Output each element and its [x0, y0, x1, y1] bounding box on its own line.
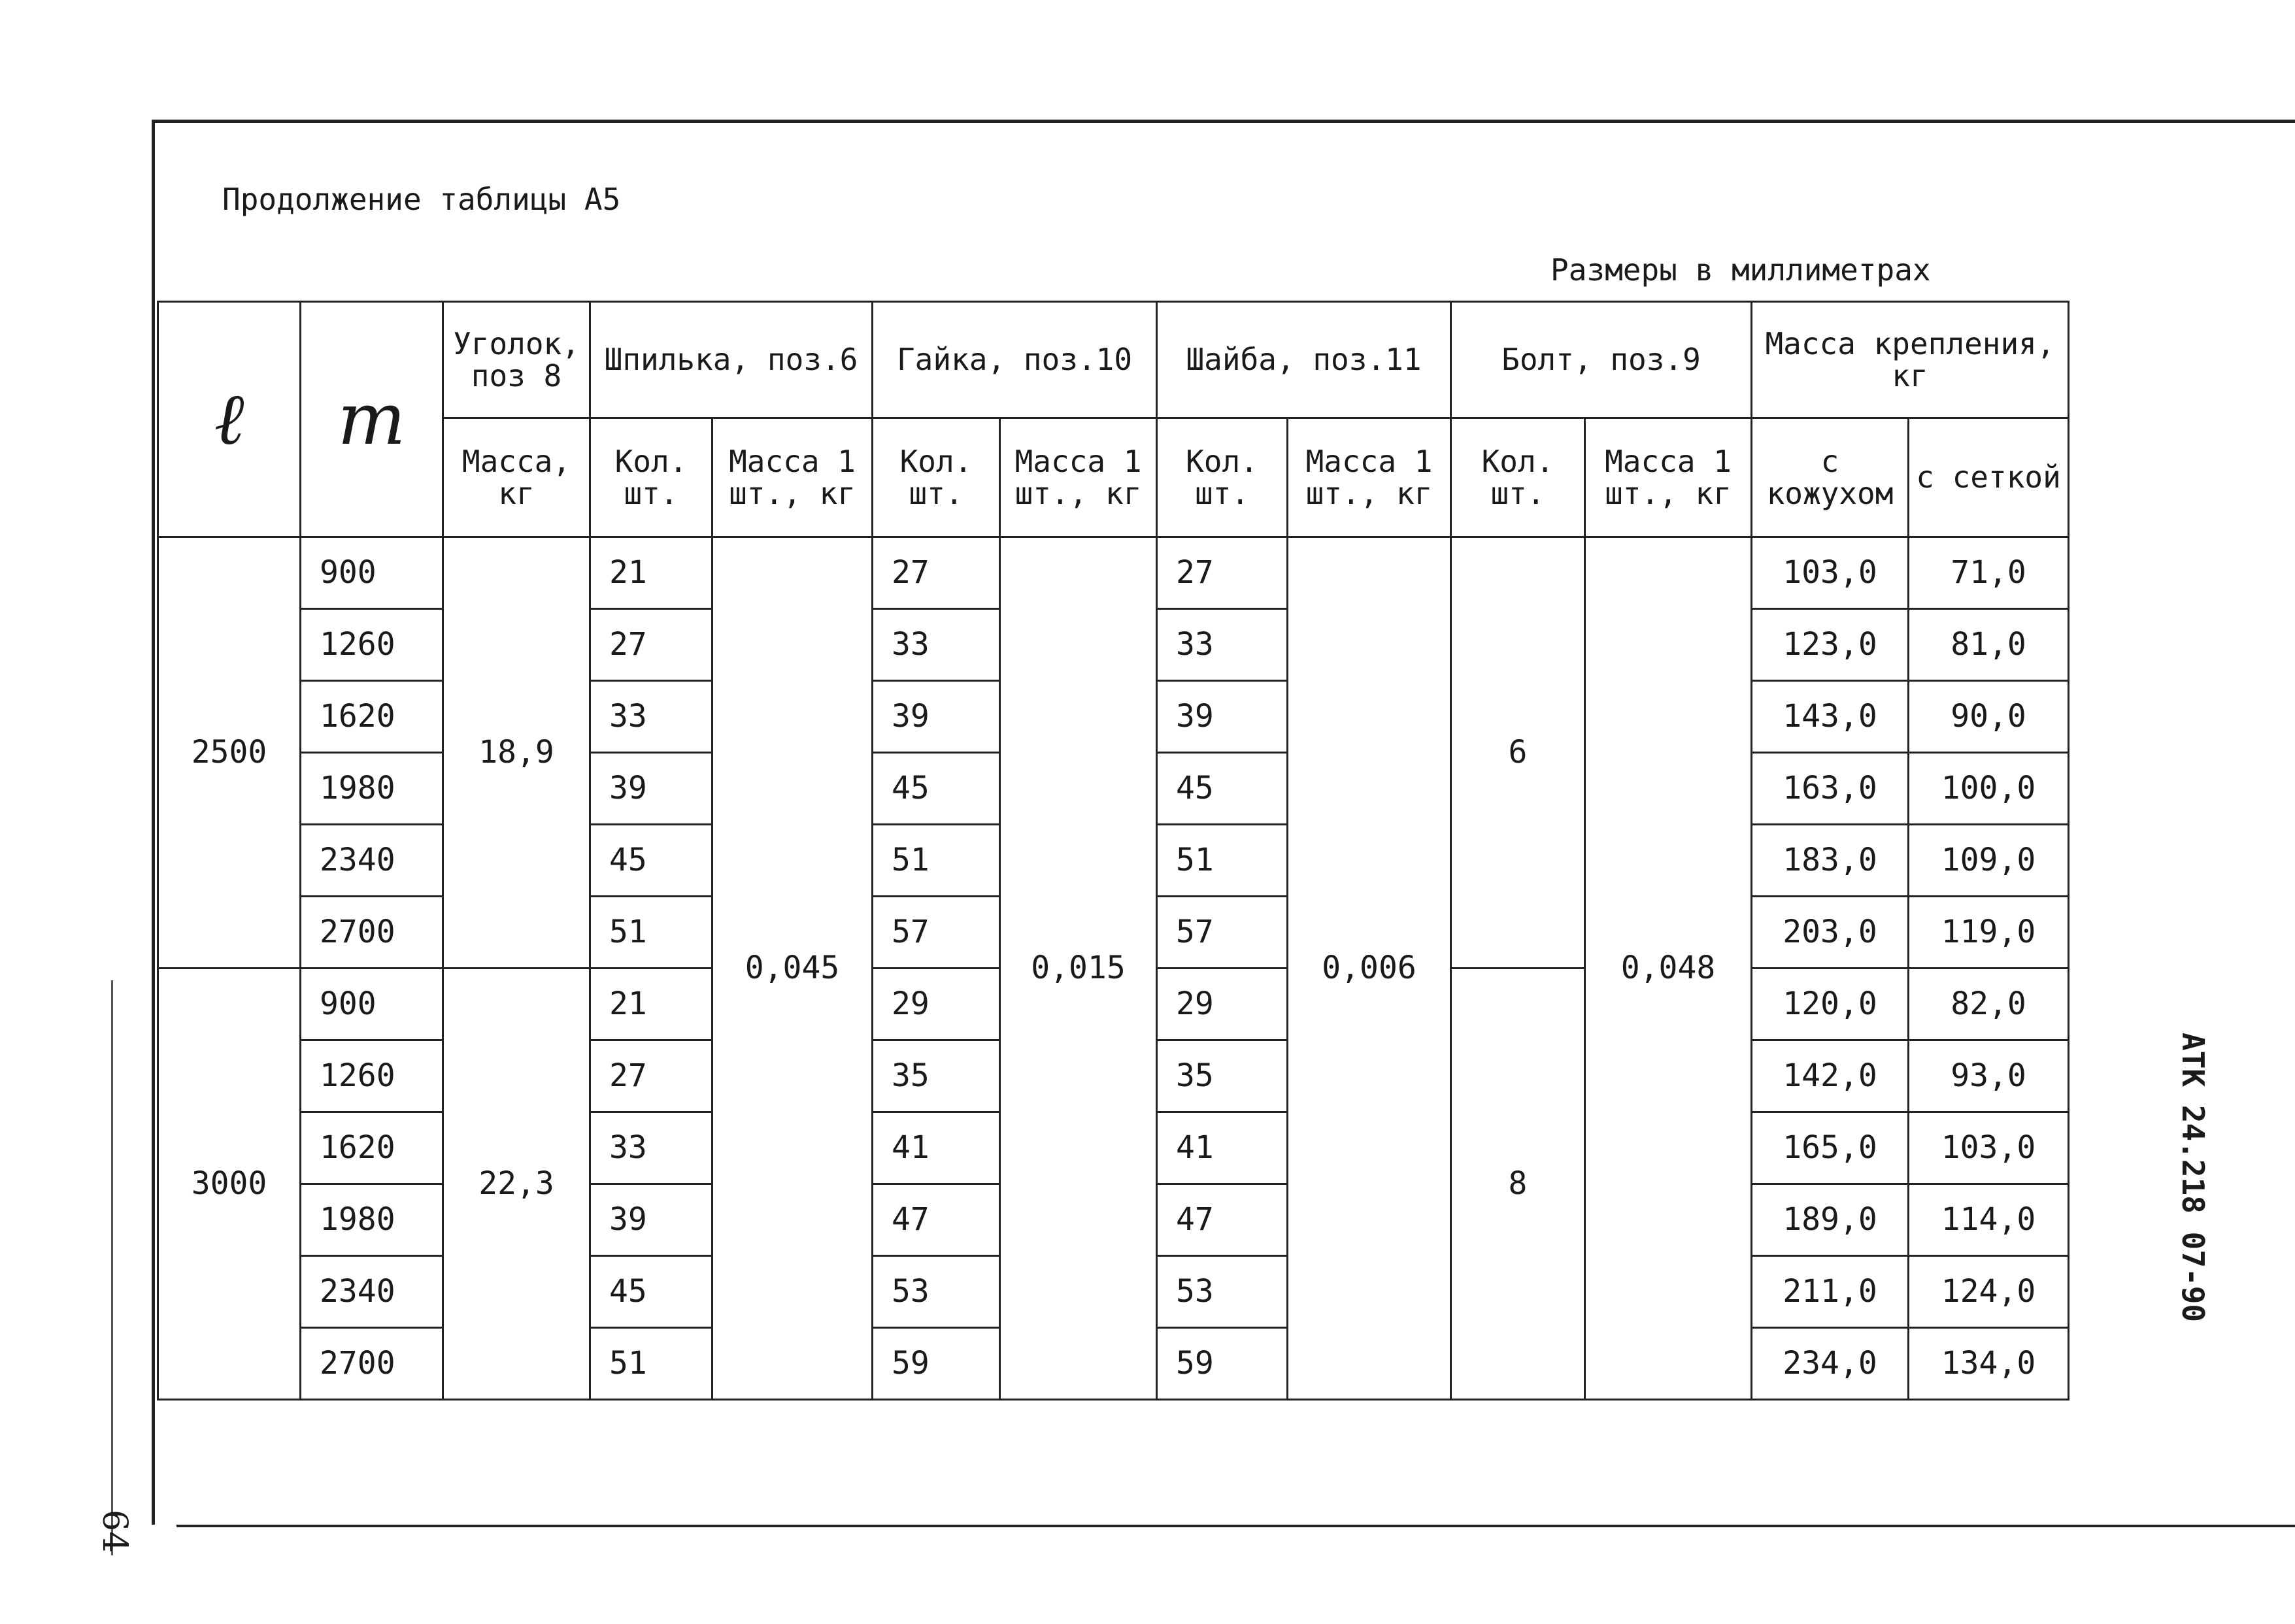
header-shpilka-kol: Кол. шт.	[590, 418, 712, 537]
table-caption: Продолжение таблицы А5	[222, 182, 621, 217]
cell-shpilka-kol: 51	[590, 897, 712, 969]
cell-m: 2700	[301, 897, 443, 969]
cell-shpilka-kol: 27	[590, 609, 712, 681]
cell-s-setkoi: 100,0	[1909, 753, 2069, 825]
cell-gaika-kol: 57	[873, 897, 1000, 969]
cell-m: 1980	[301, 1184, 443, 1256]
cell-shaiba-kol: 39	[1157, 681, 1288, 753]
cell-s-setkoi: 119,0	[1909, 897, 2069, 969]
cell-s-kozhukhom: 142,0	[1752, 1040, 1909, 1112]
cell-shaiba-kol: 29	[1157, 969, 1288, 1040]
cell-m: 1260	[301, 1040, 443, 1112]
header-s-setkoi: с сеткой	[1909, 418, 2069, 537]
cell-shaiba-kol: 47	[1157, 1184, 1288, 1256]
header-gaika: Гайка, поз.10	[873, 302, 1157, 418]
cell-shaiba-kol: 57	[1157, 897, 1288, 969]
cell-s-setkoi: 114,0	[1909, 1184, 2069, 1256]
cell-s-kozhukhom: 211,0	[1752, 1256, 1909, 1328]
cell-gaika-kol: 35	[873, 1040, 1000, 1112]
cell-m: 1620	[301, 681, 443, 753]
header-ugolok-mass: Масса, кг	[443, 418, 590, 537]
units-note: Размеры в миллиметрах	[1550, 252, 1931, 288]
header-gaika-mass: Масса 1 шт., кг	[1000, 418, 1157, 537]
header-bolt-mass: Масса 1 шт., кг	[1585, 418, 1752, 537]
cell-gaika-kol: 45	[873, 753, 1000, 825]
cell-shaiba-kol: 27	[1157, 537, 1288, 609]
cell-s-setkoi: 109,0	[1909, 825, 2069, 897]
cell-s-kozhukhom: 143,0	[1752, 681, 1909, 753]
cell-shaiba-mass: 0,006	[1288, 537, 1451, 1400]
cell-shpilka-kol: 33	[590, 681, 712, 753]
cell-shaiba-kol: 35	[1157, 1040, 1288, 1112]
cell-gaika-kol: 53	[873, 1256, 1000, 1328]
header-bolt-kol: Кол. шт.	[1451, 418, 1585, 537]
cell-gaika-kol: 47	[873, 1184, 1000, 1256]
header-shaiba: Шайба, поз.11	[1157, 302, 1451, 418]
cell-shpilka-kol: 39	[590, 1184, 712, 1256]
cell-shpilka-kol: 21	[590, 537, 712, 609]
cell-m: 1620	[301, 1112, 443, 1184]
cell-s-setkoi: 124,0	[1909, 1256, 2069, 1328]
cell-gaika-kol: 33	[873, 609, 1000, 681]
page-number: 64	[95, 1510, 134, 1553]
cell-ugolok-mass: 22,3	[443, 969, 590, 1400]
cell-gaika-kol: 41	[873, 1112, 1000, 1184]
cell-gaika-mass: 0,015	[1000, 537, 1157, 1400]
frame-top-line	[152, 120, 2295, 123]
cell-shaiba-kol: 59	[1157, 1328, 1288, 1400]
cell-bolt-kol: 8	[1451, 969, 1585, 1400]
table-row	[158, 537, 2069, 609]
cell-l: 3000	[158, 969, 301, 1400]
frame-bottom-line	[176, 1525, 2295, 1527]
cell-shaiba-kol: 53	[1157, 1256, 1288, 1328]
cell-s-kozhukhom: 234,0	[1752, 1328, 1909, 1400]
cell-gaika-kol: 29	[873, 969, 1000, 1040]
cell-shaiba-kol: 45	[1157, 753, 1288, 825]
cell-shpilka-kol: 45	[590, 1256, 712, 1328]
header-shpilka-mass: Масса 1 шт., кг	[712, 418, 873, 537]
cell-shaiba-kol: 33	[1157, 609, 1288, 681]
cell-gaika-kol: 59	[873, 1328, 1000, 1400]
header-bolt: Болт, поз.9	[1451, 302, 1752, 418]
header-shaiba-kol: Кол. шт.	[1157, 418, 1288, 537]
header-m: m	[301, 302, 443, 537]
cell-m: 900	[301, 537, 443, 609]
margin-line	[111, 980, 113, 1555]
cell-s-setkoi: 81,0	[1909, 609, 2069, 681]
cell-s-kozhukhom: 189,0	[1752, 1184, 1909, 1256]
cell-gaika-kol: 39	[873, 681, 1000, 753]
cell-m: 1260	[301, 609, 443, 681]
cell-bolt-mass: 0,048	[1585, 537, 1752, 1400]
cell-m: 2700	[301, 1328, 443, 1400]
header-l: ℓ	[158, 302, 301, 537]
cell-ugolok-mass: 18,9	[443, 537, 590, 969]
cell-gaika-kol: 51	[873, 825, 1000, 897]
header-s-kozhukhom: с кожухом	[1752, 418, 1909, 537]
cell-s-kozhukhom: 103,0	[1752, 537, 1909, 609]
cell-gaika-kol: 27	[873, 537, 1000, 609]
header-massa-krepleniya: Масса крепления, кг	[1752, 302, 2069, 418]
cell-s-kozhukhom: 163,0	[1752, 753, 1909, 825]
cell-s-setkoi: 71,0	[1909, 537, 2069, 609]
cell-l: 2500	[158, 537, 301, 969]
fastener-table	[157, 301, 2069, 1400]
cell-m: 1980	[301, 753, 443, 825]
cell-shpilka-kol: 27	[590, 1040, 712, 1112]
cell-s-setkoi: 103,0	[1909, 1112, 2069, 1184]
header-ugolok: Уголок, поз 8	[443, 302, 590, 418]
document-code: АТК 24.218 07-90	[2175, 1033, 2211, 1323]
cell-s-setkoi: 82,0	[1909, 969, 2069, 1040]
cell-shaiba-kol: 51	[1157, 825, 1288, 897]
cell-s-kozhukhom: 165,0	[1752, 1112, 1909, 1184]
cell-s-kozhukhom: 120,0	[1752, 969, 1909, 1040]
cell-shpilka-kol: 51	[590, 1328, 712, 1400]
cell-s-kozhukhom: 183,0	[1752, 825, 1909, 897]
frame-left-line	[152, 120, 155, 1525]
cell-shpilka-mass: 0,045	[712, 537, 873, 1400]
cell-s-setkoi: 134,0	[1909, 1328, 2069, 1400]
cell-shpilka-kol: 33	[590, 1112, 712, 1184]
cell-s-kozhukhom: 203,0	[1752, 897, 1909, 969]
header-shaiba-mass: Масса 1 шт., кг	[1288, 418, 1451, 537]
cell-shpilka-kol: 45	[590, 825, 712, 897]
cell-m: 2340	[301, 825, 443, 897]
cell-shpilka-kol: 39	[590, 753, 712, 825]
cell-s-kozhukhom: 123,0	[1752, 609, 1909, 681]
cell-shaiba-kol: 41	[1157, 1112, 1288, 1184]
header-gaika-kol: Кол. шт.	[873, 418, 1000, 537]
cell-s-setkoi: 93,0	[1909, 1040, 2069, 1112]
cell-s-setkoi: 90,0	[1909, 681, 2069, 753]
cell-bolt-kol: 6	[1451, 537, 1585, 969]
cell-shpilka-kol: 21	[590, 969, 712, 1040]
header-shpilka: Шпилька, поз.6	[590, 302, 873, 418]
cell-m: 900	[301, 969, 443, 1040]
cell-m: 2340	[301, 1256, 443, 1328]
